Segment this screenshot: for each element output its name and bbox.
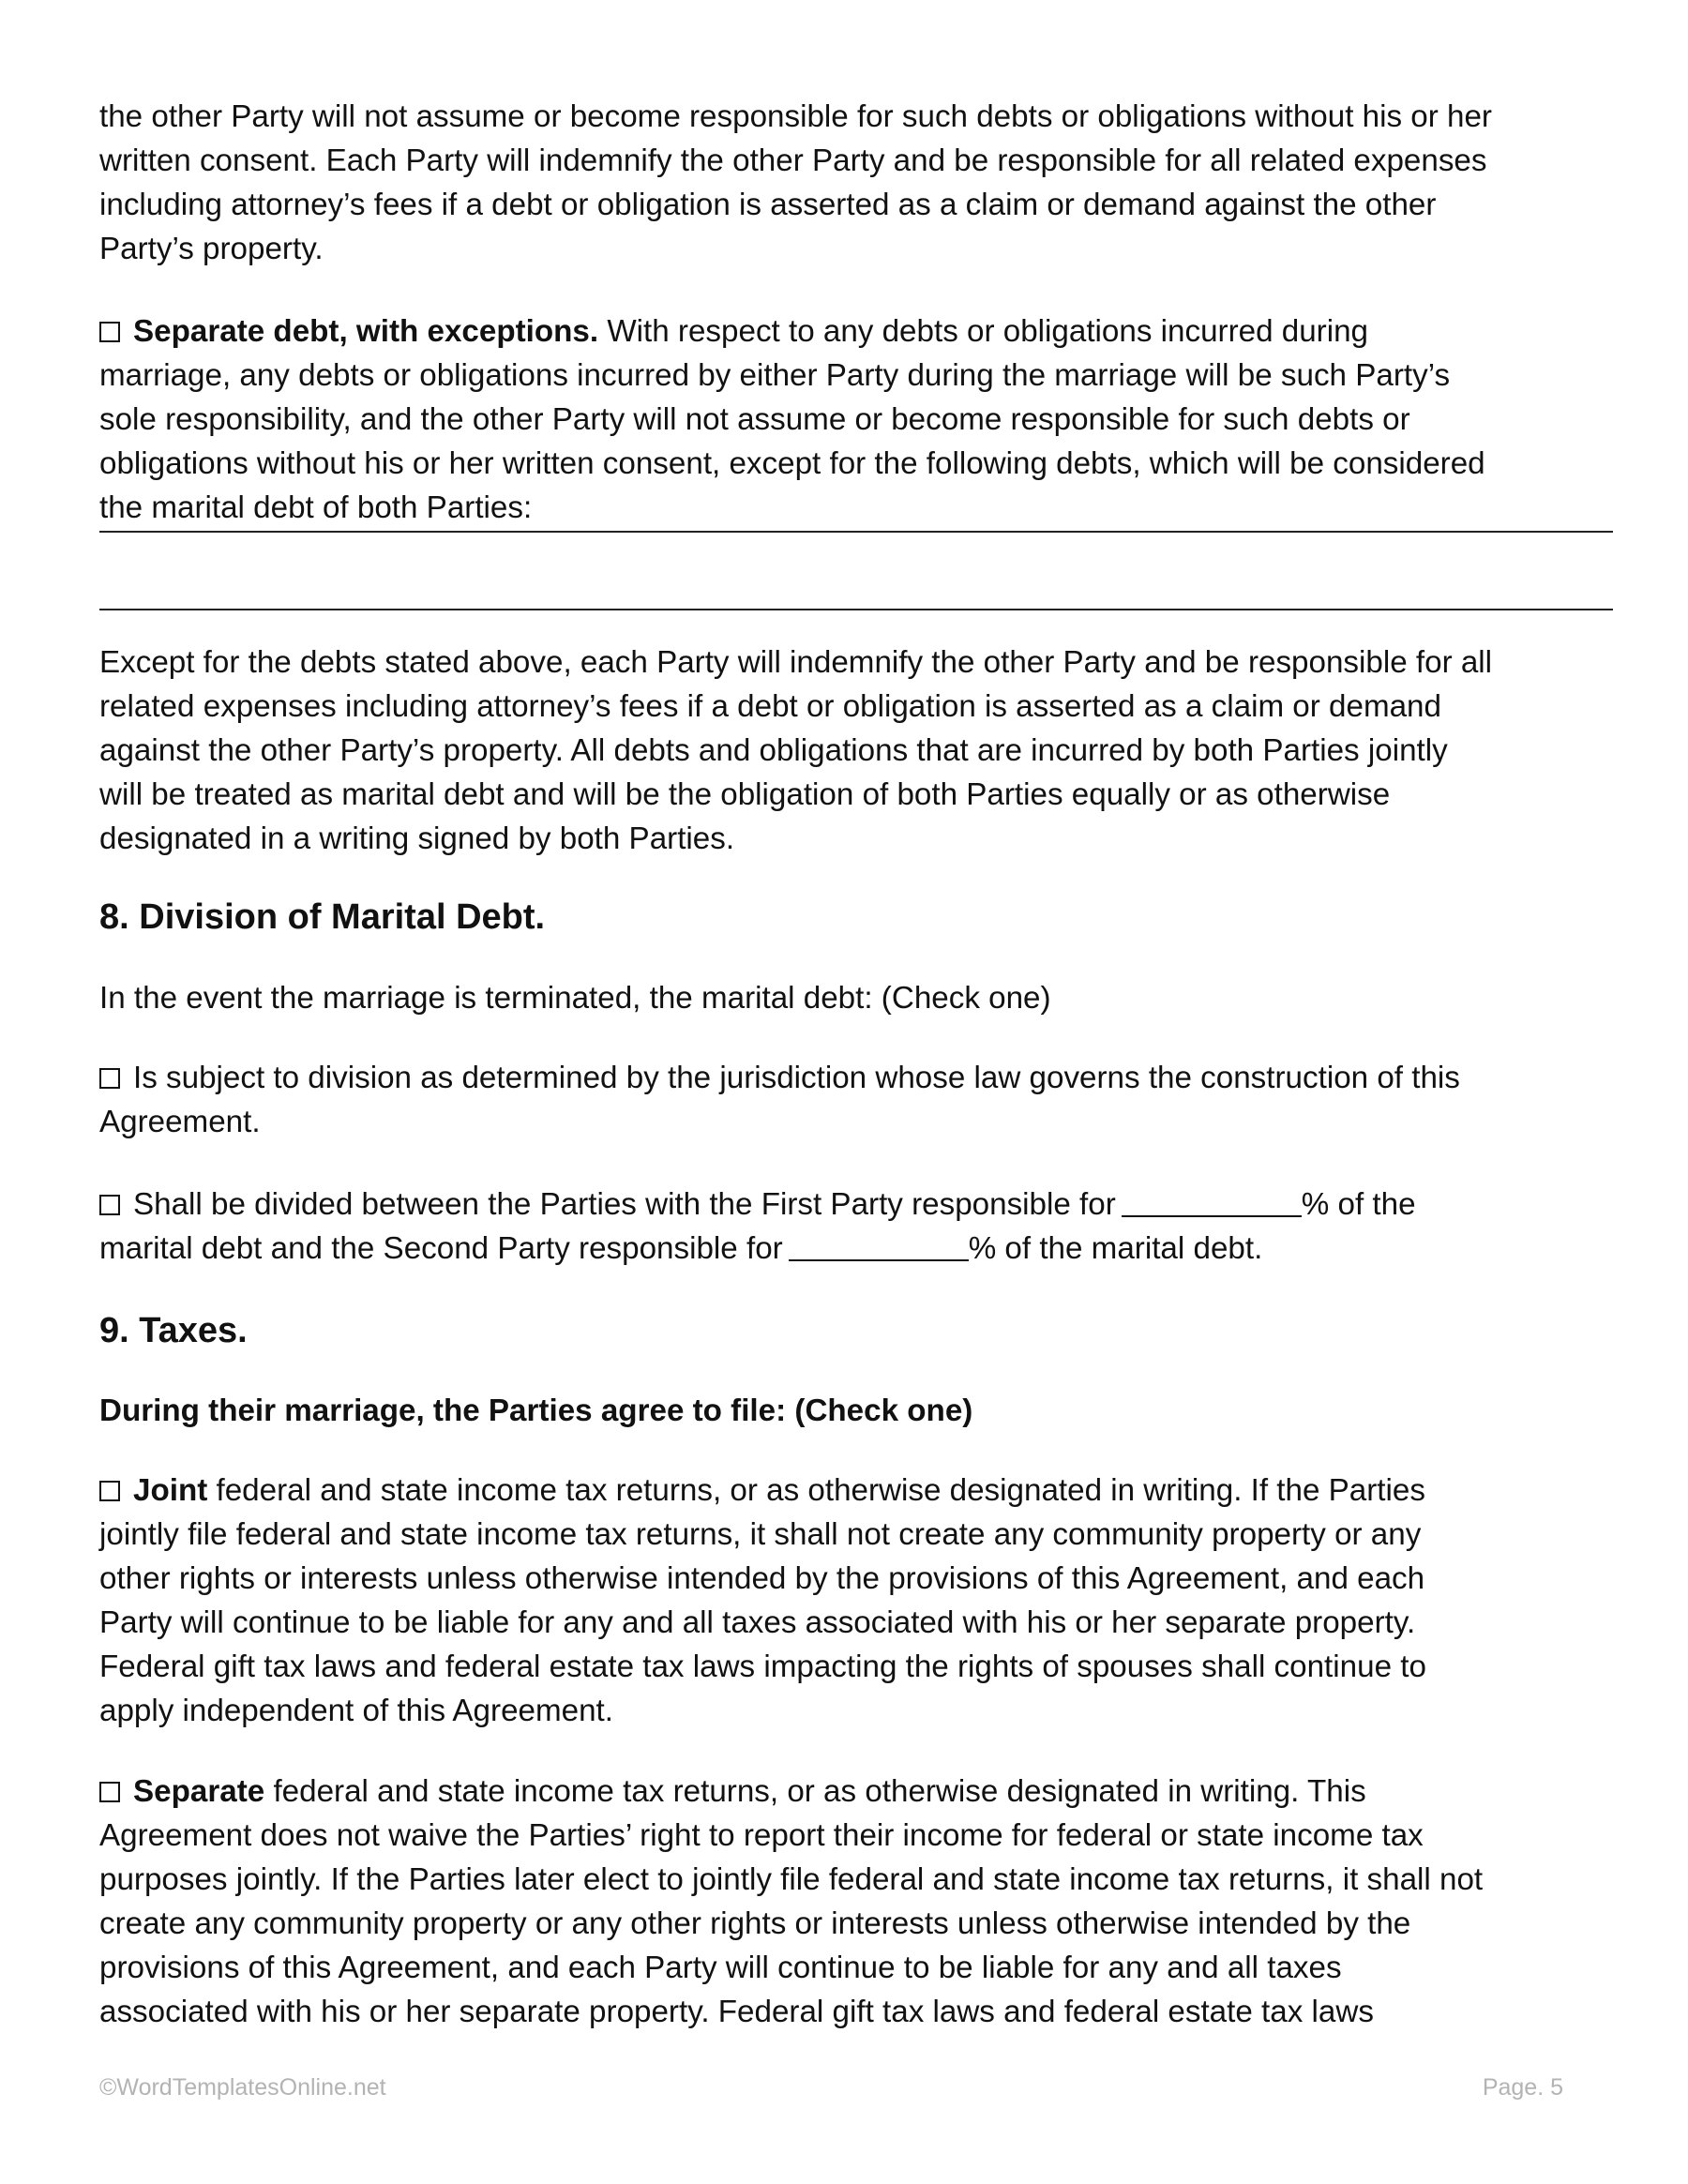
division-option-jurisdiction bbox=[99, 1056, 1460, 1144]
second-party-percent-field[interactable] bbox=[789, 1231, 969, 1261]
option-first-line bbox=[99, 1770, 1483, 1814]
text-line: other rights or interests unless otherwise intended by the provisions of this Agreement, and each bbox=[99, 1561, 1425, 1596]
option-text: federal and state income tax returns, or as otherwise designated in writing. If the Parties bbox=[207, 1473, 1425, 1508]
text-line: sole responsibility, and the other Party will not assume or become responsible for such debts or bbox=[99, 402, 1410, 437]
section-8-heading: 8. Division of Marital Debt. bbox=[99, 897, 546, 937]
option-first-line bbox=[99, 1182, 1416, 1227]
text-line: Agreement. bbox=[99, 1105, 261, 1139]
fill-in-line-1[interactable] bbox=[99, 531, 1613, 533]
option-text: Is subject to division as determined by the jurisdiction whose law governs the construction of this bbox=[133, 1061, 1460, 1095]
section-8-intro: In the event the marriage is terminated, the marital debt: (Check one) bbox=[99, 981, 1051, 1016]
option-text: marital debt and the Second Party responsible for bbox=[99, 1231, 783, 1266]
text-line: Federal gift tax laws and federal estate tax laws impacting the rights of spouses shall continue to bbox=[99, 1649, 1426, 1684]
first-party-percent-field[interactable] bbox=[1122, 1187, 1302, 1217]
separate-debt-exceptions-option bbox=[99, 309, 1485, 530]
option-second-line bbox=[99, 1227, 1416, 1271]
fill-in-line-2[interactable] bbox=[99, 609, 1613, 610]
footer-copyright: ©WordTemplatesOnline.net bbox=[99, 2074, 386, 2101]
text-line: Except for the debts stated above, each Party will indemnify the other Party and be responsible for all bbox=[99, 645, 1493, 680]
option-text: % of the marital debt. bbox=[968, 1231, 1263, 1266]
separate-debt-exceptions-checkbox[interactable] bbox=[99, 322, 120, 342]
joint-checkbox[interactable] bbox=[99, 1481, 120, 1501]
separate-tax-option bbox=[99, 1770, 1483, 2034]
option-text: Shall be divided between the Parties with the First Party responsible for bbox=[133, 1187, 1116, 1222]
debt-intro-paragraph bbox=[99, 95, 1492, 271]
except-paragraph bbox=[99, 640, 1492, 861]
text-line: obligations without his or her written consent, except for the following debts, which will be considered bbox=[99, 446, 1485, 481]
text-line: Party will continue to be liable for any and all taxes associated with his or her separate property. bbox=[99, 1605, 1416, 1640]
option-first-line bbox=[99, 309, 1485, 354]
option-label: Joint bbox=[133, 1473, 208, 1508]
text-line: apply independent of this Agreement. bbox=[99, 1694, 613, 1728]
option-text: federal and state income tax returns, or as otherwise designated in writing. This bbox=[264, 1774, 1366, 1809]
option-label: Separate debt, with exceptions. bbox=[133, 314, 599, 349]
text-line: the marital debt of both Parties: bbox=[99, 490, 533, 525]
text-line: against the other Party’s property. All debts and obligations that are incurred by both Parties jointly bbox=[99, 733, 1448, 768]
separate-checkbox[interactable] bbox=[99, 1782, 120, 1802]
text-line: create any community property or any other rights or interests unless otherwise intended by the bbox=[99, 1906, 1411, 1941]
percentage-checkbox[interactable] bbox=[99, 1195, 120, 1215]
division-option-percentage bbox=[99, 1182, 1416, 1271]
text-line: purposes jointly. If the Parties later elect to jointly file federal and state income tax returns, it shall not bbox=[99, 1862, 1484, 1897]
text-line: designated in a writing signed by both Parties. bbox=[99, 821, 735, 856]
option-text: % of the bbox=[1301, 1187, 1416, 1222]
text-line: marriage, any debts or obligations incurred by either Party during the marriage will be such Party’s bbox=[99, 358, 1451, 393]
option-first-line bbox=[99, 1469, 1426, 1513]
footer-page-number: Page. 5 bbox=[1482, 2074, 1563, 2101]
text-line: provisions of this Agreement, and each Party will continue to be liable for any and all taxes bbox=[99, 1951, 1342, 1985]
option-text: With respect to any debts or obligations incurred during bbox=[598, 314, 1369, 349]
text-line: Agreement does not waive the Parties’ right to report their income for federal or state income tax bbox=[99, 1818, 1424, 1853]
section-9-subheading: During their marriage, the Parties agree to file: (Check one) bbox=[99, 1393, 973, 1428]
joint-tax-option bbox=[99, 1469, 1426, 1733]
text-line: Party’s property. bbox=[99, 232, 324, 266]
text-line: will be treated as marital debt and will be the obligation of both Parties equally or as otherwise bbox=[99, 777, 1391, 812]
text-line: associated with his or her separate property. Federal gift tax laws and federal estate tax laws bbox=[99, 1995, 1374, 2029]
text-line: jointly file federal and state income tax returns, it shall not create any community property or any bbox=[99, 1517, 1422, 1552]
text-line: related expenses including attorney’s fees if a debt or obligation is asserted as a claim or demand bbox=[99, 689, 1441, 724]
text-line: including attorney’s fees if a debt or obligation is asserted as a claim or demand against the other bbox=[99, 188, 1437, 222]
section-9-heading: 9. Taxes. bbox=[99, 1311, 248, 1350]
text-line: the other Party will not assume or become responsible for such debts or obligations without his or her bbox=[99, 99, 1492, 134]
option-first-line bbox=[99, 1056, 1460, 1100]
text-line: written consent. Each Party will indemnify the other Party and be responsible for all related expenses bbox=[99, 143, 1487, 178]
option-label: Separate bbox=[133, 1774, 265, 1809]
jurisdiction-checkbox[interactable] bbox=[99, 1068, 120, 1089]
